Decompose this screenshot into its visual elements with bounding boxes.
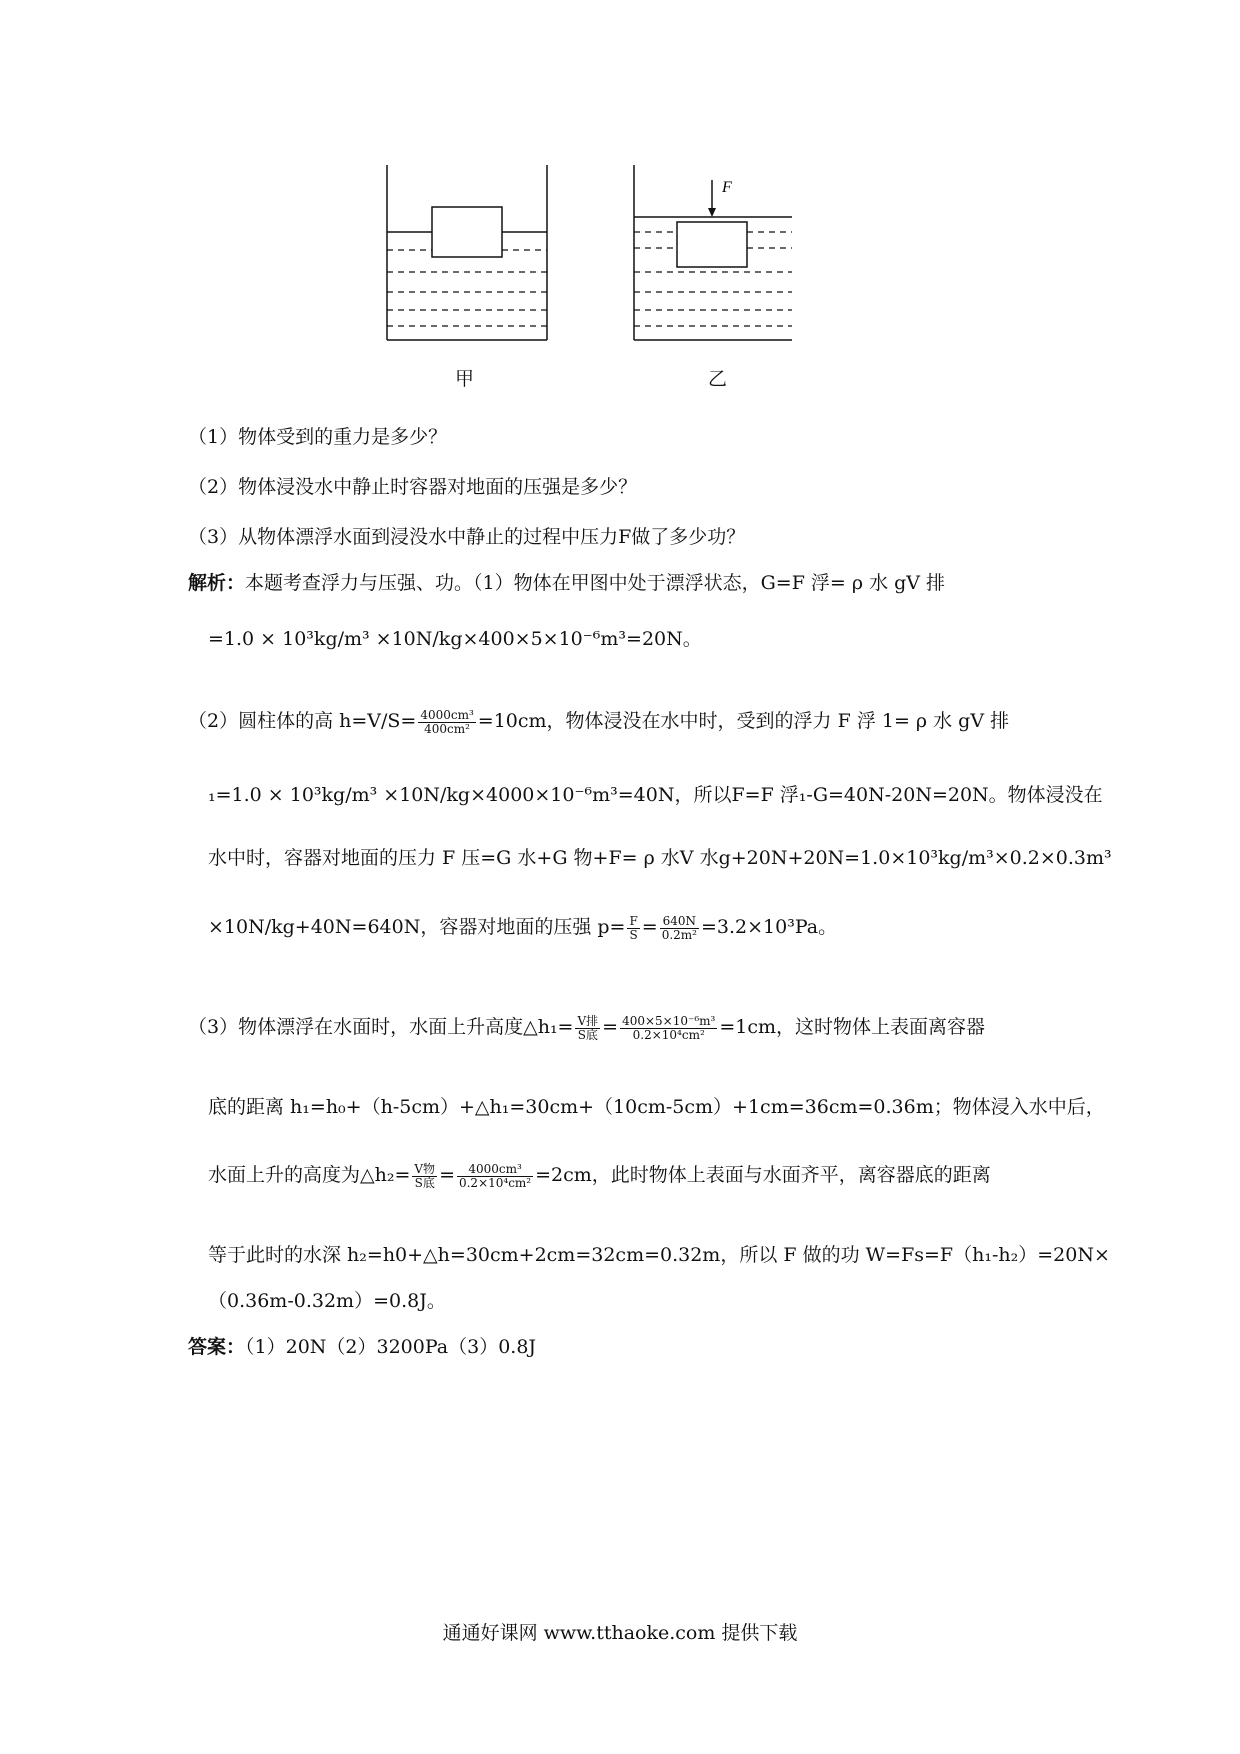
question-1: （1）物体受到的重力是多少？ <box>188 426 448 448</box>
analysis-p1-line1 <box>188 568 945 598</box>
container-jia <box>387 165 547 340</box>
fraction: $\frac{\text{400×5×10⁻⁶m³}}{\text{0.2×10⁴cm²}}$ <box>622 1013 716 1042</box>
fraction: $\frac{\text{4000cm³}}{\text{0.2×10⁴cm²}}$ <box>458 1161 532 1190</box>
force-label: F <box>722 179 732 196</box>
footer-text: 通通好课网 www.tthaoke.com 提供下载 <box>442 1622 798 1644</box>
analysis-p2-line4: ×10N/kg+40N=640N，容器对地面的压强 p= $\frac{F}{S}$ = $\frac{640N}{\text{0.2m²}}$ =3.2×10³Pa。 <box>208 913 838 942</box>
answer-line <box>188 1332 536 1362</box>
analysis-p1-line2: =1.0 × 10³kg/m³ ×10N/kg×400×5×10⁻⁶m³=20N。 <box>208 628 702 650</box>
question-2: （2）物体浸没水中静止时容器对地面的压强是多少？ <box>188 476 638 498</box>
analysis-p3-line4: 等于此时的水深 h₂=h0+△h=30cm+2cm=32cm=0.32m，所以 F 做的功 W=Fs=F（h₁-h₂）=20N× <box>208 1244 1110 1266</box>
fraction: $\frac{640N}{\text{0.2m²}}$ <box>661 913 697 942</box>
container-yi <box>634 165 792 340</box>
analysis-p3-line1: （3）物体漂浮在水面时，水面上升高度△h₁= $\frac{\text{V排}}{\text{S底}}$ = $\frac{\text{400×5×10⁻⁶m³}}{\text{0.2×10⁴cm²}}$ =1cm，这时物体上表面离容器 <box>188 1013 986 1042</box>
fraction: $\frac{\text{V物}}{\text{S底}}$ <box>414 1161 436 1190</box>
fraction: $\frac{\text{V排}}{\text{S底}}$ <box>577 1013 599 1042</box>
analysis-label: 解析： <box>188 572 246 594</box>
caption-yi: 乙 <box>708 368 728 390</box>
question-3: （3）从物体漂浮水面到浸没水中静止的过程中压力F做了多少功？ <box>188 526 746 548</box>
analysis-p3-line5: （0.36m-0.32m）=0.8J。 <box>208 1290 446 1312</box>
analysis-p3-line3: 水面上升的高度为△h₂= $\frac{\text{V物}}{\text{S底}}$ = $\frac{\text{4000cm³}}{\text{0.2×10⁴cm²}}$ =2cm，此时物体上表面与水面齐平，离容器底的距离 <box>208 1161 991 1190</box>
answer-label: 答案： <box>188 1336 246 1358</box>
caption-jia: 甲 <box>455 368 475 390</box>
fraction: $\frac{\text{4000cm³}}{\text{400cm²}}$ <box>420 707 474 736</box>
submerged-block <box>677 222 747 267</box>
floating-block <box>432 207 502 257</box>
analysis-p2-line1: （2）圆柱体的高 h=V/S= $\frac{\text{4000cm³}}{\text{400cm²}}$ =10cm，物体浸没在水中时，受到的浮力 F 浮 1= ρ 水 gV 排 <box>188 707 1010 736</box>
analysis-p3-line2: 底的距离 h₁=h₀+（h-5cm）+△h₁=30cm+（10cm-5cm）+1cm=36cm=0.36m；物体浸入水中后， <box>208 1096 1105 1118</box>
containers-figure <box>372 160 792 360</box>
fraction: $\frac{F}{S}$ <box>629 913 638 942</box>
analysis-p2-line3: 水中时，容器对地面的压力 F 压=G 水+G 物+F= ρ 水V 水g+20N+20N=1.0×10³kg/m³×0.2×0.3m³ <box>208 847 1112 869</box>
analysis-text: 本题考查浮力与压强、功。（1）物体在甲图中处于漂浮状态，G=F 浮= ρ 水 gV 排 <box>245 572 946 594</box>
answer-text: （1）20N（2）3200Pa（3）0.8J <box>245 1336 537 1358</box>
analysis-p2-line2: ₁=1.0 × 10³kg/m³ ×10N/kg×4000×10⁻⁶m³=40N，所以F=F 浮₁-G=40N-20N=20N。物体浸没在 <box>208 784 1103 806</box>
